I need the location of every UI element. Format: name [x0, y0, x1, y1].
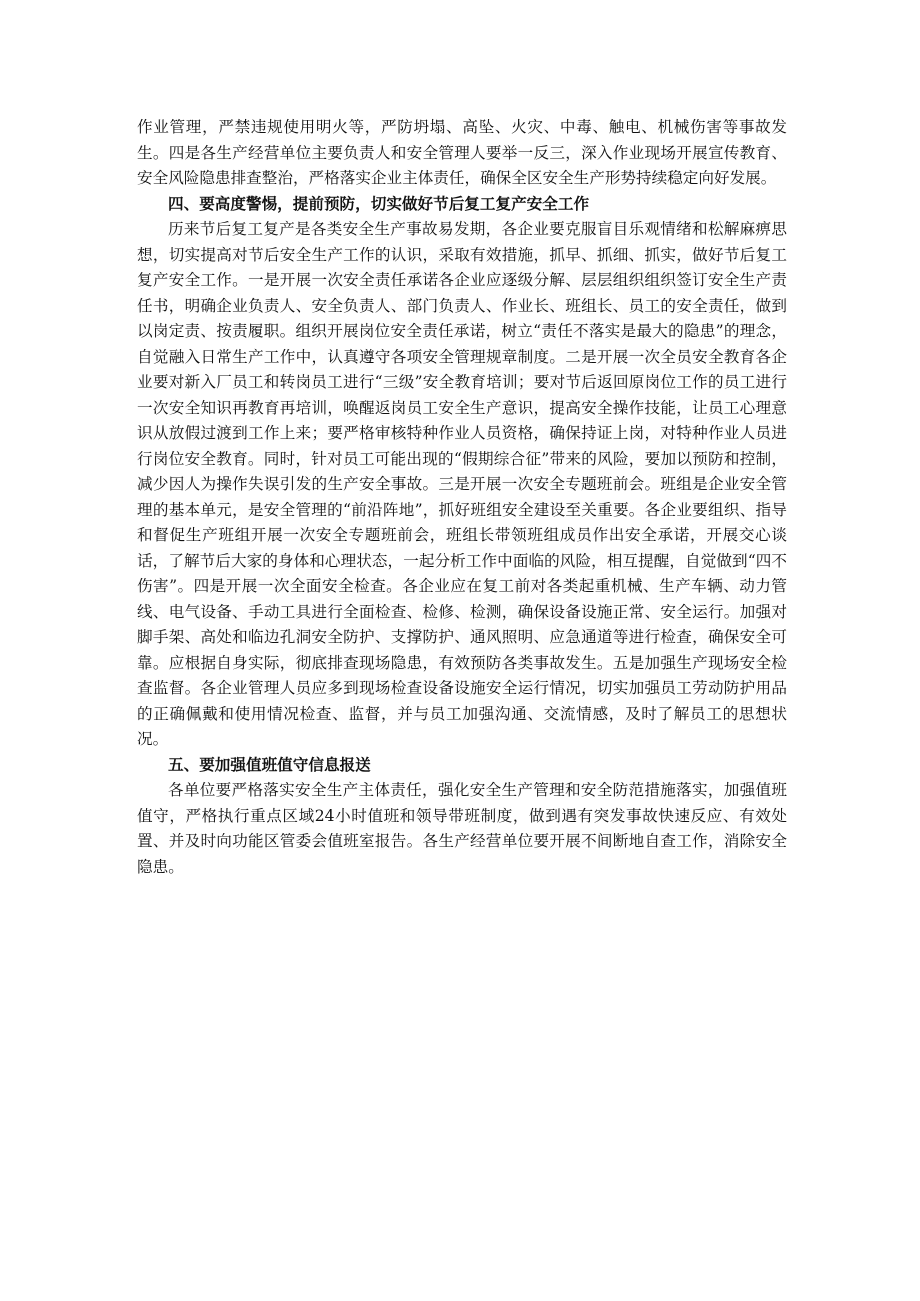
body-paragraph-3: 各单位要严格落实安全生产主体责任，强化安全生产管理和安全防范措施落实，加强值班值守，严格执行重点区域24小时值班和领导带班制度，做到遇有突发事故快速反应、有效处置、并及时向功能区管委会值班室报告。各生产经营单位要开展不间断地自查工作，消除安全隐患。 — [137, 781, 787, 876]
section-heading-4: 四、要高度警惕，提前预防，切实做好节后复工复产安全工作 — [168, 194, 590, 213]
body-paragraph-2: 历来节后复工复产是各类安全生产事故易发期，各企业要克服盲目乐观情绪和松解麻痹思想，切实提高对节后安全生产工作的认识，采取有效措施，抓早、抓细、抓实，做好节后复工复产安全工作。一是开展一次安全责任承诺各企业应逐级分解、层层组织组织签订安全生产责任书，明确企业负责人、安全负责人、部门负责人、作业长、班组长、员工的安全责任，做到以岗定责、按责履职。组织开展岗位安全责任承诺，树立“责任不落实是最大的隐患”的理念，自觉融入日常生产工作中，认真遵守各项安全管理规章制度。二是开展一次全员安全教育各企业要对新入厂员工和转岗员工进行“三级”安全教育培训；要对节后返回原岗位工作的员工进行一次安全知识再教育再培训，唤醒返岗员工安全生产意识，提高安全操作技能，让员工心理意识从放假过渡到工作上来；要严格审核特种作业人员资格，确保持证上岗，对特种作业人员进行岗位安全教育。同时，针对员工可能出现的“假期综合征”带来的风险，要加以预防和控制，减少因人为操作失误引发的生产安全事故。三是开展一次安全专题班前会。班组是企业安全管理的基本单元，是安全管理的“前沿阵地”，抓好班组安全建设至关重要。各企业要组织、指导和督促生产班组开展一次安全专题班前会，班组长带领班组成员作出安全承诺，开展交心谈话，了解节后大家的身体和心理状态，一起分析工作中面临的风险，相互提醒，自觉做到“四不伤害”。四是开展一次全面安全检查。各企业应在复工前对各类起重机械、生产车辆、动力管线、电气设备、手动工具进行全面检查、检修、检测，确保设备设施正常、安全运行。加强对脚手架、高处和临边孔洞安全防护、支撑防护、通风照明、应急通道等进行检查，确保安全可靠。应根据自身实际，彻底排查现场隐患，有效预防各类事故发生。五是加强生产现场安全检查监督。各企业管理人员应多到现场检查设备设施安全运行情况，切实加强员工劳动防护用品的正确佩戴和使用情况检查、监督，并与员工加强沟通、交流情感，及时了解员工的思想状况。 — [137, 220, 787, 748]
document-page — [137, 115, 787, 880]
section-heading-5: 五、要加强值班值守信息报送 — [168, 755, 371, 774]
body-paragraph-1: 作业管理，严禁违规使用明火等，严防坍塌、高坠、火灾、中毒、触电、机械伤害等事故发生。四是各生产经营单位主要负责人和安全管理人要举一反三，深入作业现场开展宣传教育、安全风险隐患排查整治，严格落实企业主体责任，确保全区安全生产形势持续稳定向好发展。 — [137, 118, 787, 187]
